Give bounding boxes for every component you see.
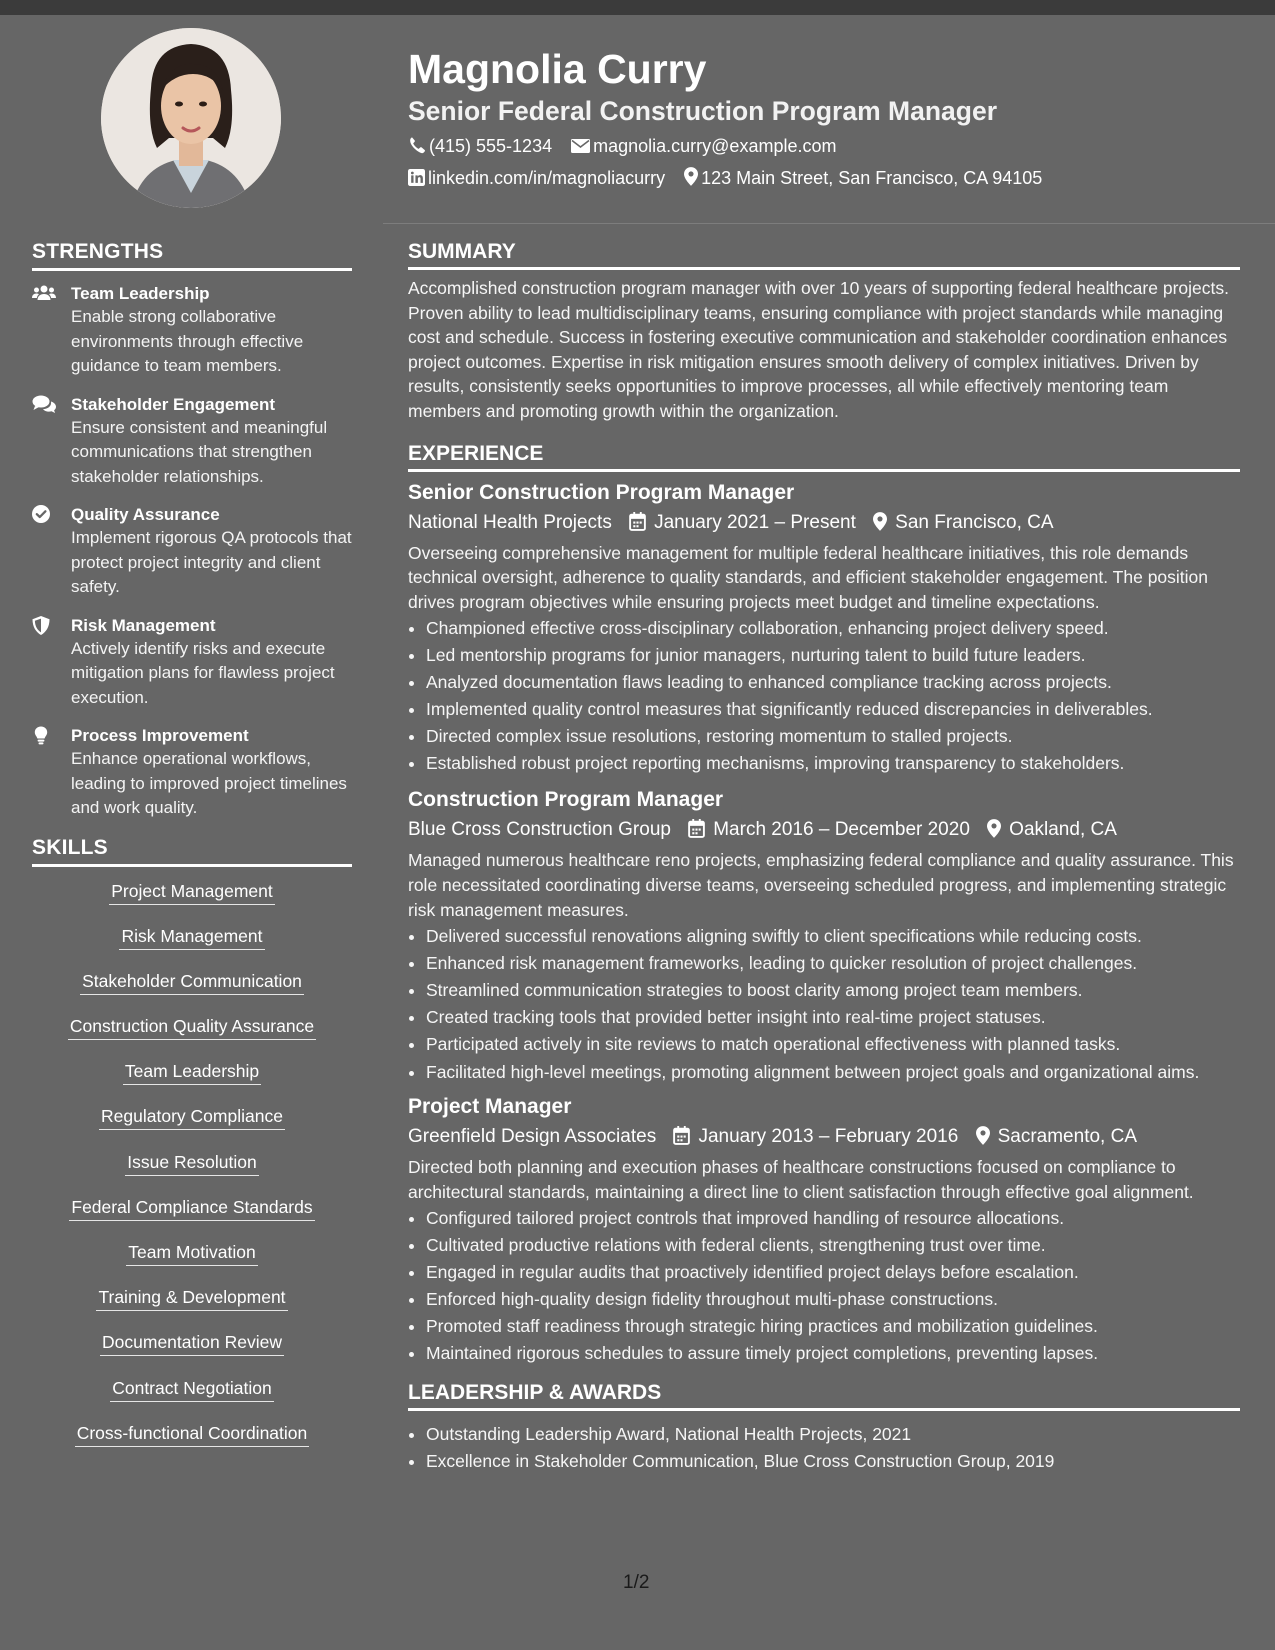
strength-title: Team Leadership	[71, 284, 210, 303]
skill-item	[32, 969, 352, 1014]
job-bullet: • Cultivated productive relations with federal clients, strengthening trust over time.	[426, 1232, 1240, 1259]
job-location-text: San Francisco, CA	[895, 511, 1054, 533]
candidate-headline: Senior Federal Construction Program Manager	[408, 96, 998, 126]
address-contact	[684, 166, 1042, 190]
strength-description: Enable strong collaborative environments through effective guidance to team members.	[71, 307, 304, 375]
map-pin-icon	[873, 512, 887, 531]
skill-item	[32, 1059, 352, 1104]
skill-item	[32, 1150, 352, 1195]
skill-item	[32, 1240, 352, 1285]
skill-item	[32, 1285, 352, 1330]
job-meta	[408, 815, 1240, 845]
map-pin-icon	[987, 819, 1001, 838]
job-bullet: • Promoted staff readiness through strategic hiring practices and mobilization guidelines.	[426, 1313, 1240, 1340]
skill-item	[32, 1104, 352, 1149]
page-indicator: 1/2	[623, 1572, 650, 1593]
job-company: National Health Projects	[408, 511, 612, 533]
job-bullets	[408, 923, 1240, 1084]
skill-item	[32, 1195, 352, 1240]
phone-icon	[408, 136, 426, 154]
job-location	[987, 815, 1117, 845]
main-content	[408, 240, 1240, 1475]
candidate-name: Magnolia Curry	[408, 46, 707, 92]
job-bullet: • Established robust project reporting mechanisms, improving transparency to stakeholders.	[426, 750, 1240, 777]
job-location-text: Sacramento, CA	[997, 1126, 1137, 1148]
job-location	[976, 1122, 1137, 1152]
skills-list	[32, 879, 352, 1466]
calendar-icon	[673, 1126, 690, 1145]
skill-label: Cross-functional Coordination	[75, 1421, 310, 1447]
strength-description: Enhance operational workflows, leading to improved project timelines and work quality.	[71, 749, 347, 817]
job-meta	[408, 508, 1240, 538]
profile-photo	[101, 28, 281, 208]
skill-label: Risk Management	[119, 924, 264, 950]
skill-label: Construction Quality Assurance	[68, 1014, 316, 1040]
skill-label: Regulatory Compliance	[99, 1104, 285, 1130]
skill-label: Project Management	[109, 879, 274, 905]
job-bullet: • Enhanced risk management frameworks, leading to quicker resolution of project challenges.	[426, 950, 1240, 977]
linkedin-icon	[408, 169, 425, 186]
map-pin-icon	[684, 167, 698, 186]
strength-title: Quality Assurance	[71, 505, 220, 524]
award-item: • Excellence in Stakeholder Communication, Blue Cross Construction Group, 2019	[426, 1448, 1240, 1475]
job-bullet: • Delivered successful renovations aligning swiftly to client specifications while reducing costs.	[426, 923, 1240, 950]
job-entry	[408, 480, 1240, 778]
summary-text: Accomplished construction program manager with over 10 years of supporting federal healthcare projects. Proven ability to lead multidisciplinary teams, ensuring compliance with project standards while managing cost and schedule. Success in fostering executive communication and stakeholder coordination enhances project outcomes. Expertise in risk mitigation ensures smooth delivery of complex initiatives. Driven by results, consistently seeks opportunities to improve processes, all while effectively mentoring team members and promoting growth within the organization.	[408, 278, 1229, 421]
job-bullet: • Enforced high-quality design fidelity throughout multi-phase constructions.	[426, 1286, 1240, 1313]
leadership-list	[408, 1421, 1240, 1475]
job-bullet: • Led mentorship programs for junior managers, nurturing talent to build future leaders.	[426, 642, 1240, 669]
users-icon	[32, 284, 56, 304]
skill-item	[32, 1376, 352, 1421]
job-location	[873, 508, 1053, 538]
job-company: Blue Cross Construction Group	[408, 819, 671, 841]
job-bullet: • Implemented quality control measures that significantly reduced discrepancies in deliverables.	[426, 696, 1240, 723]
job-bullet: • Maintained rigorous schedules to assure timely project completions, preventing lapses.	[426, 1340, 1240, 1367]
job-description: Managed numerous healthcare reno projects, emphasizing federal compliance and quality assurance. This role necessitated coordinating diverse teams, overseeing scheduled progress, and implementing strategic risk management measures.	[408, 850, 1234, 920]
job-title: Project Manager	[408, 1095, 572, 1119]
strength-title: Process Improvement	[71, 726, 249, 745]
job-bullets	[408, 1205, 1240, 1367]
skill-label: Stakeholder Communication	[80, 969, 304, 995]
leadership-heading: LEADERSHIP & AWARDS	[408, 1381, 1240, 1411]
job-bullet: • Directed complex issue resolutions, restoring momentum to stalled projects.	[426, 723, 1240, 750]
job-description: Directed both planning and execution phases of healthcare constructions focused on compliance to architectural standards, maintaining a direct line to client satisfaction through effective goal alignment.	[408, 1157, 1194, 1202]
job-bullet: • Participated actively in site reviews to match operational effectiveness with planned tasks.	[426, 1031, 1240, 1058]
job-entry	[408, 787, 1240, 1084]
job-dates-text: January 2013 – February 2016	[698, 1126, 959, 1148]
skill-label: Documentation Review	[100, 1330, 284, 1356]
map-pin-icon	[976, 1126, 990, 1145]
header-divider	[383, 223, 1275, 224]
job-dates	[688, 815, 970, 845]
linkedin-contact[interactable]	[408, 166, 665, 190]
viewer-top-bar	[0, 0, 1275, 15]
award-item: • Outstanding Leadership Award, National Health Projects, 2021	[426, 1421, 1240, 1448]
skill-label: Team Leadership	[123, 1059, 261, 1085]
strength-description: Ensure consistent and meaningful communications that strengthen stakeholder relationships.	[71, 417, 328, 486]
summary-heading: SUMMARY	[408, 240, 1240, 270]
skill-item	[32, 1421, 352, 1466]
skill-item	[32, 879, 352, 924]
shield-icon	[32, 616, 56, 636]
linkedin-text: linkedin.com/in/magnoliacurry	[428, 168, 666, 188]
job-company: Greenfield Design Associates	[408, 1126, 657, 1148]
job-dates	[629, 508, 856, 538]
job-dates-text: January 2021 – Present	[654, 511, 856, 533]
email-contact[interactable]	[571, 134, 836, 158]
strength-title: Risk Management	[71, 615, 216, 635]
sidebar	[32, 240, 352, 1466]
strengths-list	[32, 283, 352, 821]
strength-item	[32, 615, 352, 711]
strength-item	[32, 725, 352, 821]
lightbulb-icon	[32, 726, 56, 746]
email-text: magnolia.curry@example.com	[593, 136, 837, 156]
job-bullet: • Facilitated high-level meetings, promoting alignment between project goals and organizational aims.	[426, 1058, 1240, 1084]
job-bullet: • Streamlined communication strategies to boost clarity among project team members.	[426, 977, 1240, 1004]
skill-label: Team Motivation	[126, 1240, 257, 1266]
strength-title: Stakeholder Engagement	[71, 394, 276, 414]
job-location-text: Oakland, CA	[1009, 819, 1117, 841]
skill-item	[32, 1014, 352, 1059]
strengths-heading: STRENGTHS	[32, 240, 352, 271]
comments-icon	[32, 395, 56, 415]
job-title: Senior Construction Program Manager	[408, 480, 795, 504]
address-text: 123 Main Street, San Francisco, CA 94105	[701, 168, 1043, 188]
experience-heading: EXPERIENCE	[408, 442, 1240, 472]
job-bullets	[408, 615, 1240, 777]
job-bullet: • Analyzed documentation flaws leading to enhanced compliance tracking across projects.	[426, 669, 1240, 696]
job-bullet: • Engaged in regular audits that proactively identified project delays before escalation.	[426, 1259, 1240, 1286]
phone-text: (415) 555-1234	[429, 136, 553, 156]
strength-description: Implement rigorous QA protocols that protect project integrity and client safety.	[71, 528, 352, 596]
phone-contact[interactable]	[408, 134, 552, 158]
job-bullet: • Created tracking tools that provided better insight into real-time project statuses.	[426, 1004, 1240, 1031]
skill-label: Training & Development	[96, 1285, 287, 1311]
contact-row-1	[408, 134, 850, 158]
strength-item	[32, 283, 352, 379]
strength-item	[32, 504, 352, 600]
contact-row-2	[408, 166, 1056, 190]
job-dates	[673, 1122, 958, 1152]
check-circle-icon	[32, 505, 56, 525]
job-meta	[408, 1122, 1240, 1152]
strength-item	[32, 394, 352, 490]
job-dates-text: March 2016 – December 2020	[713, 819, 970, 841]
skill-item	[32, 924, 352, 969]
skills-heading: SKILLS	[32, 836, 352, 867]
calendar-icon	[688, 819, 705, 838]
job-title: Construction Program Manager	[408, 788, 724, 812]
strength-description: Actively identify risks and execute mitigation plans for flawless project execution.	[71, 638, 335, 707]
job-description: Overseeing comprehensive management for multiple federal healthcare initiatives, this role demands technical oversight, adherence to quality standards, and efficient stakeholder engagement. The position drives program objectives while ensuring projects meet budget and timeline expectations.	[408, 542, 1209, 612]
skill-label: Issue Resolution	[125, 1150, 258, 1176]
job-bullet: • Configured tailored project controls that improved handling of resource allocations.	[426, 1205, 1240, 1232]
envelope-icon	[571, 138, 590, 154]
job-entry	[408, 1094, 1240, 1367]
skill-label: Contract Negotiation	[110, 1376, 274, 1402]
job-bullet: • Championed effective cross-disciplinary collaboration, enhancing project delivery speed.	[426, 615, 1240, 642]
skill-item	[32, 1330, 352, 1375]
skill-label: Federal Compliance Standards	[69, 1195, 314, 1221]
calendar-icon	[629, 512, 646, 531]
